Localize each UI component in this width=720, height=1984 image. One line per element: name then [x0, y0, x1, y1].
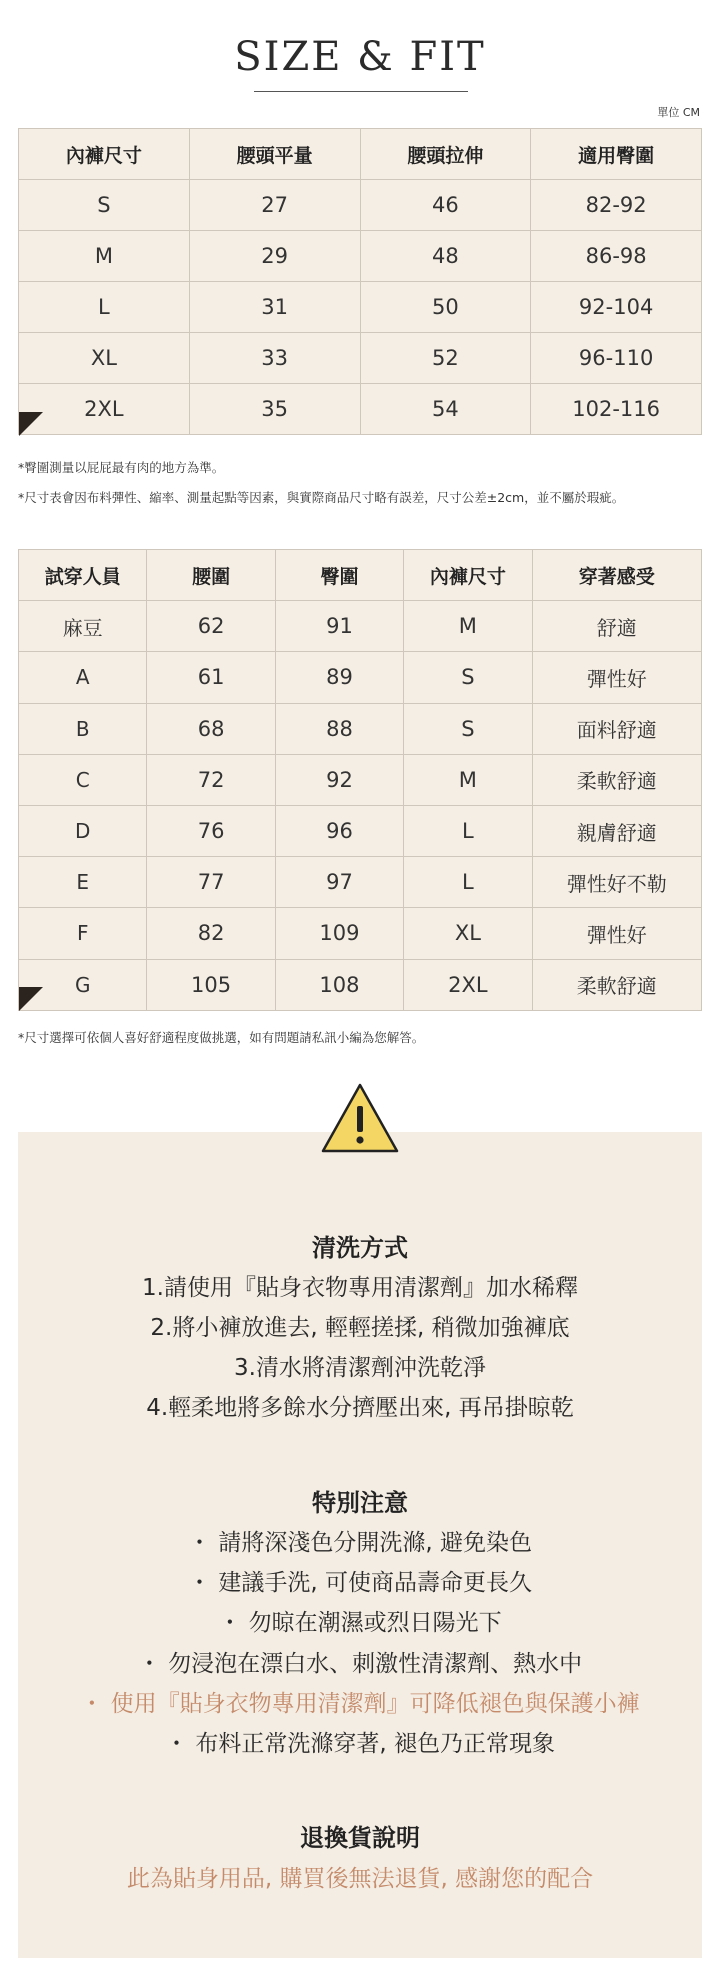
table-cell: 88	[275, 703, 403, 754]
table-cell: 96-110	[531, 333, 702, 384]
corner-marker	[19, 412, 43, 436]
table-row	[19, 601, 702, 652]
table-cell: 97	[275, 857, 403, 908]
size-table	[18, 128, 702, 435]
table-cell: 2XL	[19, 384, 190, 435]
caution-item: ・ 勿晾在潮濕或烈日陽光下	[218, 1610, 502, 1636]
table-cell: 29	[189, 231, 360, 282]
table-row	[19, 857, 702, 908]
table-cell: 親膚舒適	[532, 805, 701, 856]
table-row	[19, 282, 702, 333]
caution-item: ・ 布料正常洗滌穿著, 褪色乃正常現象	[165, 1731, 555, 1757]
table-cell: L	[404, 857, 532, 908]
table-row	[19, 333, 702, 384]
table-cell: 86-98	[531, 231, 702, 282]
table-cell: 92-104	[531, 282, 702, 333]
table-cell: 62	[147, 601, 275, 652]
table-cell: 91	[275, 601, 403, 652]
table-cell: M	[404, 754, 532, 805]
header-cell: 適用臀圍	[531, 129, 702, 180]
table-header-row	[19, 129, 702, 180]
table-cell: 105	[147, 959, 275, 1010]
table-cell: E	[19, 857, 147, 908]
table-cell: 61	[147, 652, 275, 703]
washing-title: 清洗方式	[312, 1234, 408, 1262]
exclamation-triangle-icon	[320, 1082, 400, 1154]
table-cell: 76	[147, 805, 275, 856]
table-row	[19, 959, 702, 1010]
table-cell: G	[19, 959, 147, 1010]
table-cell: 27	[189, 180, 360, 231]
hip-note: *臀圍測量以屁屁最有肉的地方為準。	[18, 460, 225, 475]
table-cell: A	[19, 652, 147, 703]
caution-title: 特別注意	[312, 1489, 408, 1517]
table-cell: 82	[147, 908, 275, 959]
table-row	[19, 908, 702, 959]
table-cell: XL	[19, 333, 190, 384]
table-cell: 77	[147, 857, 275, 908]
caution-item: ・ 請將深淺色分開洗滌, 避免染色	[188, 1530, 532, 1556]
table-cell: 舒適	[532, 601, 701, 652]
table-cell: M	[404, 601, 532, 652]
table-cell: M	[19, 231, 190, 282]
washing-step: 1.請使用『貼身衣物專用清潔劑』加水稀釋	[142, 1275, 578, 1301]
table-row	[19, 703, 702, 754]
table-row	[19, 754, 702, 805]
table-cell: 96	[275, 805, 403, 856]
table-row	[19, 652, 702, 703]
returns-text: 此為貼身用品, 購買後無法退貨, 感謝您的配合	[126, 1866, 594, 1892]
table-cell: S	[404, 652, 532, 703]
caution-item-highlight: ・ 使用『貼身衣物專用清潔劑』可降低褪色與保護小褲	[80, 1691, 640, 1717]
unit-label: 單位 CM	[657, 106, 700, 119]
header-cell: 腰頭拉伸	[360, 129, 531, 180]
table-cell: 2XL	[404, 959, 532, 1010]
table-cell: 72	[147, 754, 275, 805]
size-choice-note: *尺寸選擇可依個人喜好舒適程度做挑選，如有問題請私訊小編為您解答。	[18, 1030, 425, 1045]
table-cell: 面料舒適	[532, 703, 701, 754]
title-underline	[254, 91, 468, 92]
table-cell: 108	[275, 959, 403, 1010]
returns-title: 退換貨說明	[300, 1824, 420, 1852]
header-cell: 腰頭平量	[189, 129, 360, 180]
table-cell: 35	[189, 384, 360, 435]
washing-step: 4.輕柔地將多餘水分擠壓出來, 再吊掛晾乾	[146, 1395, 574, 1421]
table-cell: 92	[275, 754, 403, 805]
table-cell: 柔軟舒適	[532, 754, 701, 805]
table-cell: 109	[275, 908, 403, 959]
header-cell: 內褲尺寸	[404, 550, 532, 601]
table-header-row	[19, 550, 702, 601]
header-cell: 臀圍	[275, 550, 403, 601]
table-cell: 柔軟舒適	[532, 959, 701, 1010]
table-row	[19, 231, 702, 282]
table-cell: B	[19, 703, 147, 754]
table-row	[19, 384, 702, 435]
table-cell: 68	[147, 703, 275, 754]
table-cell: 彈性好	[532, 908, 701, 959]
table-cell: 89	[275, 652, 403, 703]
header-cell: 試穿人員	[19, 550, 147, 601]
table-cell: 52	[360, 333, 531, 384]
table-cell: 33	[189, 333, 360, 384]
corner-marker	[19, 987, 43, 1011]
table-cell: 46	[360, 180, 531, 231]
table-cell: 麻豆	[19, 601, 147, 652]
table-cell: S	[19, 180, 190, 231]
header-cell: 穿著感受	[532, 550, 701, 601]
washing-step: 2.將小褲放進去, 輕輕搓揉, 稍微加強褲底	[150, 1315, 570, 1341]
table-cell: C	[19, 754, 147, 805]
header-cell: 內褲尺寸	[19, 129, 190, 180]
table-cell: 48	[360, 231, 531, 282]
table-cell: D	[19, 805, 147, 856]
table-cell: 彈性好	[532, 652, 701, 703]
table-cell: 102-116	[531, 384, 702, 435]
caution-item: ・ 勿浸泡在漂白水、刺激性清潔劑、熱水中	[137, 1651, 583, 1677]
fit-table	[18, 549, 702, 1011]
table-cell: F	[19, 908, 147, 959]
table-cell: 54	[360, 384, 531, 435]
washing-step: 3.清水將清潔劑沖洗乾淨	[234, 1355, 486, 1381]
table-cell: 彈性好不勒	[532, 857, 701, 908]
page-title: SIZE & FIT	[234, 34, 486, 80]
table-cell: L	[404, 805, 532, 856]
table-cell: S	[404, 703, 532, 754]
table-cell: 31	[189, 282, 360, 333]
table-cell: L	[19, 282, 190, 333]
header-cell: 腰圍	[147, 550, 275, 601]
table-cell: 50	[360, 282, 531, 333]
table-cell: 82-92	[531, 180, 702, 231]
table-row	[19, 805, 702, 856]
table-cell: XL	[404, 908, 532, 959]
caution-item: ・ 建議手洗, 可使商品壽命更長久	[188, 1570, 532, 1596]
tolerance-note: *尺寸表會因布料彈性、縮率、測量起點等因素，與實際商品尺寸略有誤差，尺寸公差±2cm，並不屬於瑕疵。	[18, 490, 625, 505]
table-row	[19, 180, 702, 231]
